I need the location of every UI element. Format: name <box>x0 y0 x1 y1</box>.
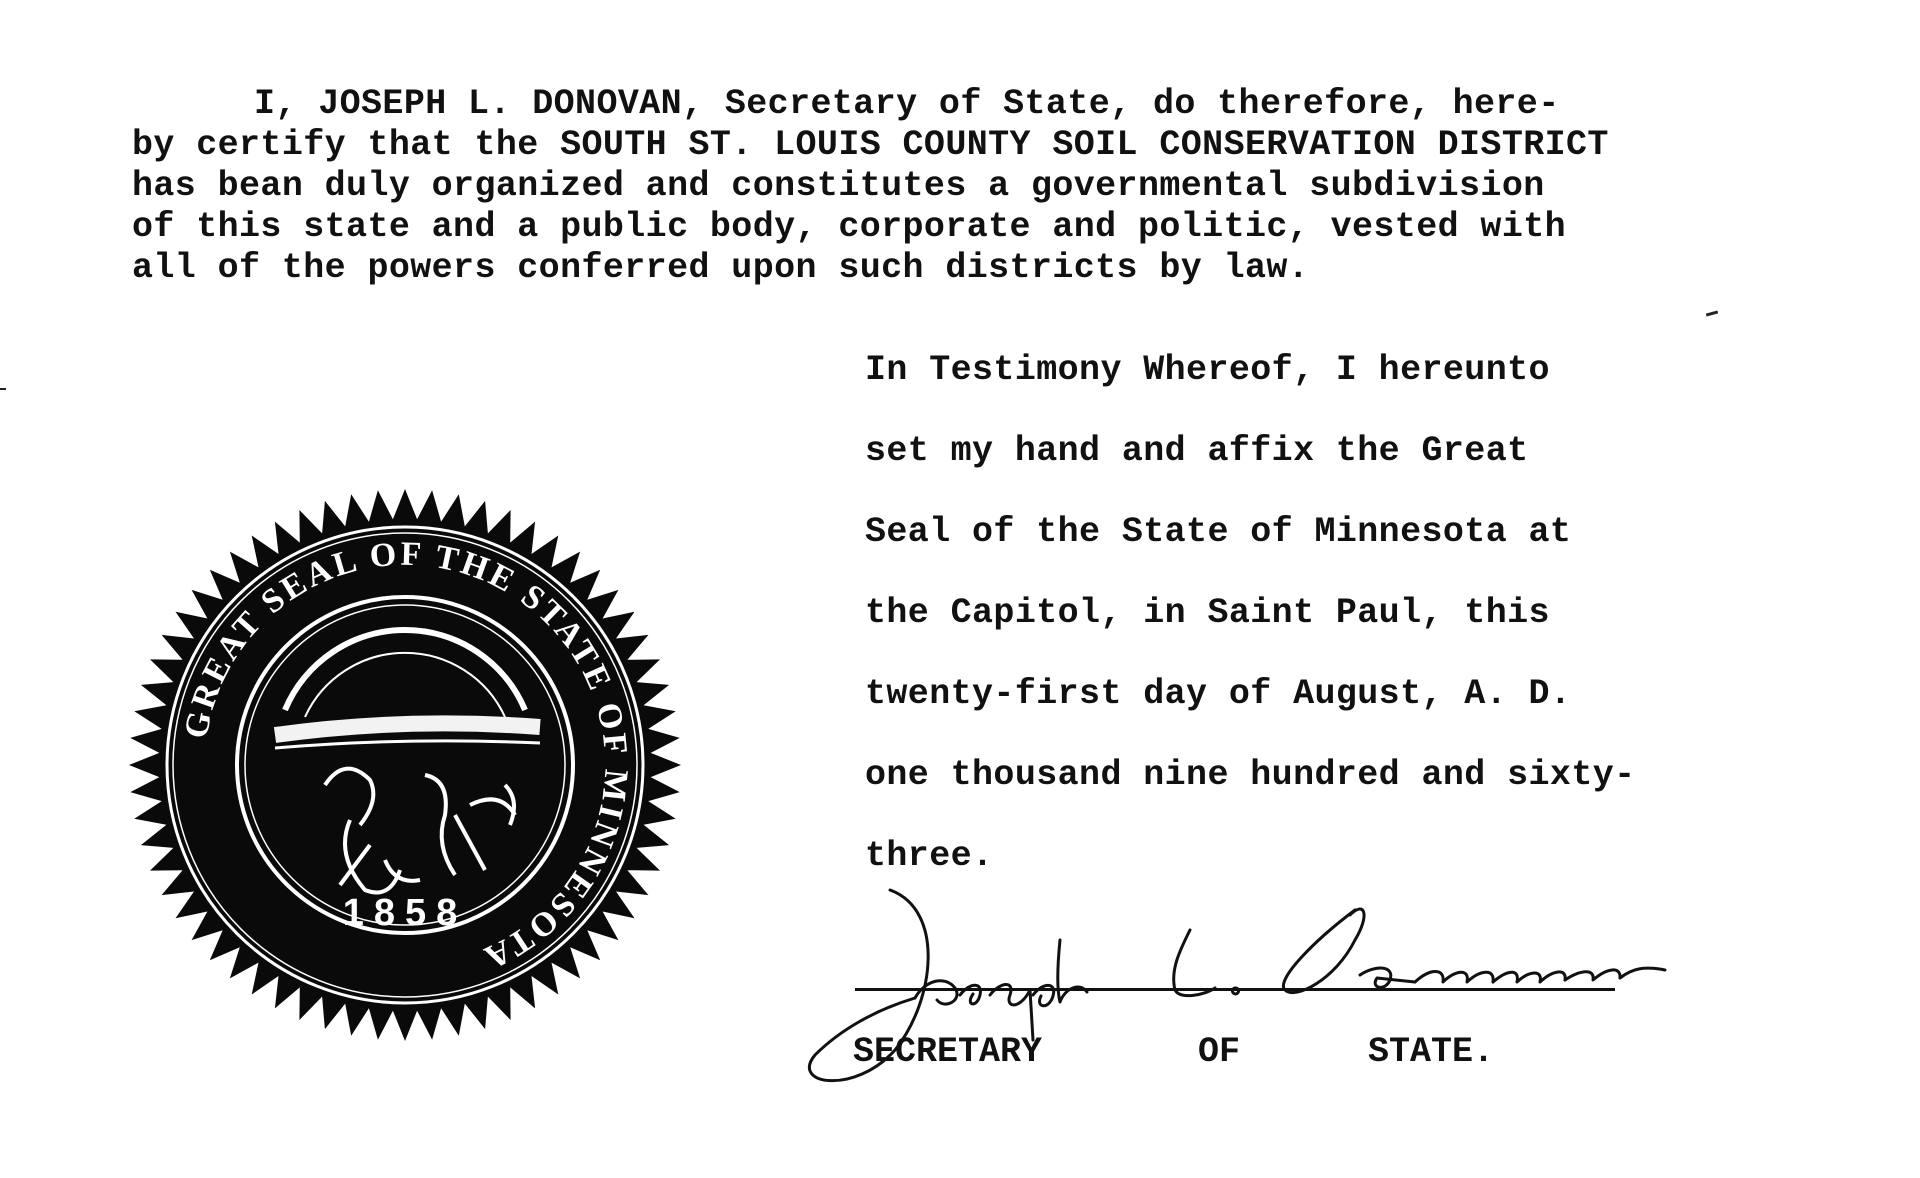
certificate-line-2: by certify that the SOUTH ST. LOUIS COUNTY SOIL CONSERVATION DISTRICT <box>132 125 1609 165</box>
seal-year: 1858 <box>342 892 468 934</box>
seal-ring-text: GREAT SEAL OF THE STATE OF MINNESOTA <box>177 535 635 978</box>
ink-speck <box>1706 310 1718 316</box>
title-word-state: STATE. <box>1368 1032 1495 1072</box>
certificate-line-1: I, JOSEPH L. DONOVAN, Secretary of State, do therefore, here- <box>254 84 1560 124</box>
title-word-of: OF <box>1198 1032 1241 1072</box>
certificate-line-5: all of the powers conferred upon such districts by law. <box>132 248 1310 288</box>
ink-speck <box>0 388 6 390</box>
title-word-secretary: SECRETARY <box>853 1032 1043 1072</box>
testimony-line-2: set my hand and affix the Great <box>865 431 1529 471</box>
certificate-line-4: of this state and a public body, corporate and politic, vested with <box>132 207 1567 247</box>
testimony-line-5: twenty-first day of August, A. D. <box>865 674 1572 714</box>
testimony-line-6: one thousand nine hundred and sixty- <box>865 755 1636 795</box>
certificate-line-3: has bean duly organized and constitutes a governmental subdivision <box>132 166 1545 206</box>
testimony-line-4: the Capitol, in Saint Paul, this <box>865 593 1550 633</box>
signature-line <box>855 988 1615 991</box>
testimony-line-3: Seal of the State of Minnesota at <box>865 512 1572 552</box>
state-seal <box>125 485 685 1045</box>
testimony-line-7: three. <box>865 836 994 876</box>
testimony-block <box>865 330 1636 897</box>
testimony-line-1: In Testimony Whereof, I hereunto <box>865 350 1550 390</box>
signer-title <box>0 1032 1920 1082</box>
certificate-paragraph <box>132 84 1832 289</box>
